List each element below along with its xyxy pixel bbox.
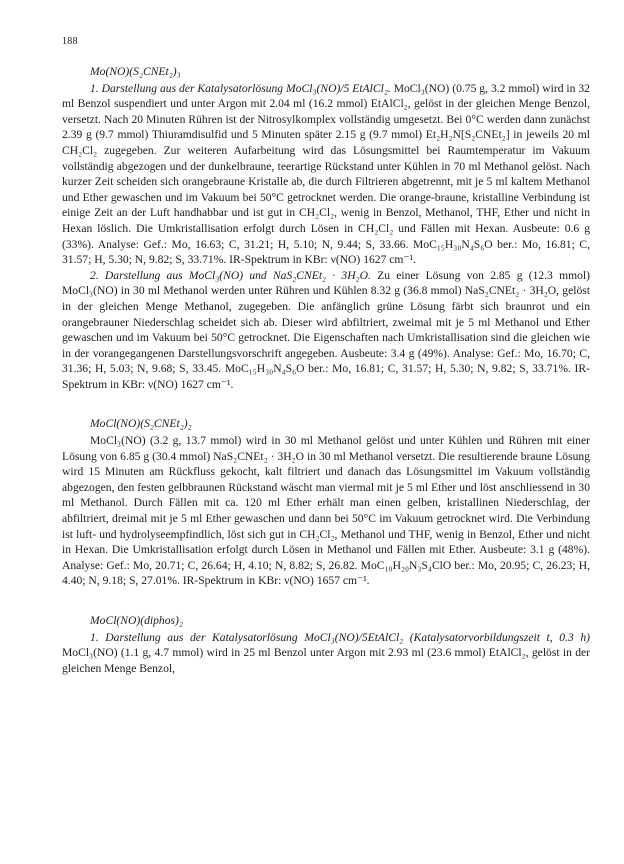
procedure-text: MoCl₃(NO) (3.2 g, 13.7 mmol) wird in 30 ml Methanol gelöst und unter Kühlen und Rühren mit einer Lösung von 6.85 g (30.4 mmol) NaS₂CNEt₂ · 3H₂O in 30 ml Methanol versetzt. Die resultierende braune Lösung wird 15 Minuten am Rückfluss gekocht, kalt filtriert und danach das Lösungsmittel im Vakuum vollständig abgezogen, den festen gelbbraunen Rückstand wäscht man viermal mit je 5 ml Ether und löst anschliessend in 30 ml Methanol. Durch Fällen mit ca. 120 ml Ether erhält man einen gelben, kristallinen Niederschlag, der abfiltriert, dreimal mit je 5 ml Ether gewaschen und dann bei 50°C im Vakuum getrocknet wird. Die Verbindung ist luft- und hydrolyseempfindlich, löst sich gut in CH₂Cl₂, Methanol und THF, wenig in Benzol, Ether und nicht in Hexan. Die Umkristallisation erfolgt durch Lösen in Methanol und Fällen mit Ether. Ausbeute: 3.1 g (48%). Analyse: Gef.: Mo, 20.71; C, 26.64; H, 4.10; N, 8.82; S, 26.82. MoC₁₀H₂₀N₃S₄ClO ber.: Mo, 20.95; C, 26.23; H, 4.40; N, 9.18; S, 27.01%. IR-Spektrum in KBr: ν(NO) 1657 cm⁻¹.	[62, 434, 590, 588]
procedure-label: 1. Darstellung aus der Katalysatorlösung MoCl₃(NO)/5EtAlCl₂ (Katalysatorvorbildungszeit t, 0.3 h)	[90, 630, 590, 644]
section-title: MoCl(NO)(diphos)₂	[90, 614, 183, 627]
procedure-paragraph	[62, 268, 590, 393]
procedure-paragraph	[62, 433, 590, 589]
section-mo-no-dtc3	[62, 64, 590, 392]
section-mocl-no-dtc2	[62, 416, 590, 589]
procedure-paragraph	[62, 81, 590, 268]
procedure-text: MoCl₃(NO) (0.75 g, 3.2 mmol) wird in 32 ml Benzol suspendiert und unter Argon mit 2.04 ml (16.2 mmol) EtAlCl₂, gelöst in der gleichen Menge Benzol, versetzt. Nach 20 Minuten Rühren ist der Nitrosylkomplex vollständig umgesetzt. Bei 0°C werden dann zunächst 2.39 g (9.7 mmol) Thiuramdisulfid und 5 Minuten später 2.15 g (9.7 mmol) Et₂H₂N[S₂CNEt₂] in jeweils 20 ml CH₂Cl₂ zugegeben. Zur weiteren Aufarbeitung wird das Lösungsmittel bei Raumtemperatur im Vakuum vollständig abgezogen und der dunkelbraune, teerartige Rückstand unter Kühlen in 70 ml Methanol gelöst. Nach kurzer Zeit scheiden sich orangebraune Kristalle ab, die durch Filtrieren abgetrennt, mit je 5 ml kaltem Methanol und Ether gewaschen und im Vakuum bei 50°C getrocknet werden. Die orange-braune, kristalline Verbindung ist einige Zeit an der Luft handhabbar und ist gut in CH₂Cl₂, wenig in Benzol, Methanol, THF, Ether und nicht in Hexan löslich. Die Umkristallisation erfolgt durch Lösen in CH₂Cl₂ und Fällen mit Hexan. Ausbeute: 0.6 g (33%). Analyse: Gef.: Mo, 16.63; C, 31.21; H, 5.10; N, 9.44; S, 33.66. MoC₁₅H₃₀N₄S₆O ber.: Mo, 16.81; C, 31.57; H, 5.30; N, 9.82; S, 33.71%. IR-Spektrum in KBr: ν(NO) 1627 cm⁻¹.	[62, 81, 590, 267]
section-title: Mo(NO)(S₂CNEt₂)₃	[90, 65, 181, 78]
page-body	[62, 64, 590, 700]
procedure-label: 1. Darstellung aus der Katalysatorlösung MoCl₃(NO)/5 EtAlCl₂.	[90, 81, 391, 95]
procedure-text: MoCl₃(NO) (1.1 g, 4.7 mmol) wird in 25 ml Benzol unter Argon mit 2.93 ml (23.6 mmol) EtAlCl₂, gelöst in der gleichen Menge Benzol,	[62, 646, 590, 675]
page-number: 188	[62, 36, 78, 47]
procedure-text: Zu einer Lösung von 2.85 g (12.3 mmol) MoCl₃(NO) in 30 ml Methanol werden unter Rühren und Kühlen 8.32 g (36.8 mmol) NaS₂CNEt₂ · 3H₂O, gelöst in der gleichen Menge Methanol, zugegeben. Die anfänglich grüne Lösung färbt sich braunrot und ein orangebrauner Niederschlag scheidet sich ab. Dieser wird abfiltriert, zweimal mit je 5 ml Methanol und Ether gewaschen und im Vakuum bei 50°C getrocknet. Die Eigenschaften nach Umkristallisation sind die gleichen wie in der vorangegangenen Darstellungsvorschrift angegeben. Ausbeute: 3.4 g (49%). Analyse: Gef.: Mo, 16.70; C, 31.36; H, 5.03; N, 9.68; S, 33.45. MoC₁₅H₃₀N₄S₆O ber.: Mo, 16.81; C, 31.57; H, 5.30; N, 9.82; S, 33.71%. IR-Spektrum in KBr: ν(NO) 1627 cm⁻¹.	[62, 268, 590, 391]
procedure-label: 2. Darstellung aus MoCl₃(NO) und NaS₂CNEt₂ · 3H₂O.	[90, 268, 371, 282]
procedure-paragraph	[62, 630, 590, 677]
section-mocl-no-diphos2	[62, 613, 590, 676]
section-title: MoCl(NO)(S₂CNEt₂)₂	[90, 417, 192, 431]
